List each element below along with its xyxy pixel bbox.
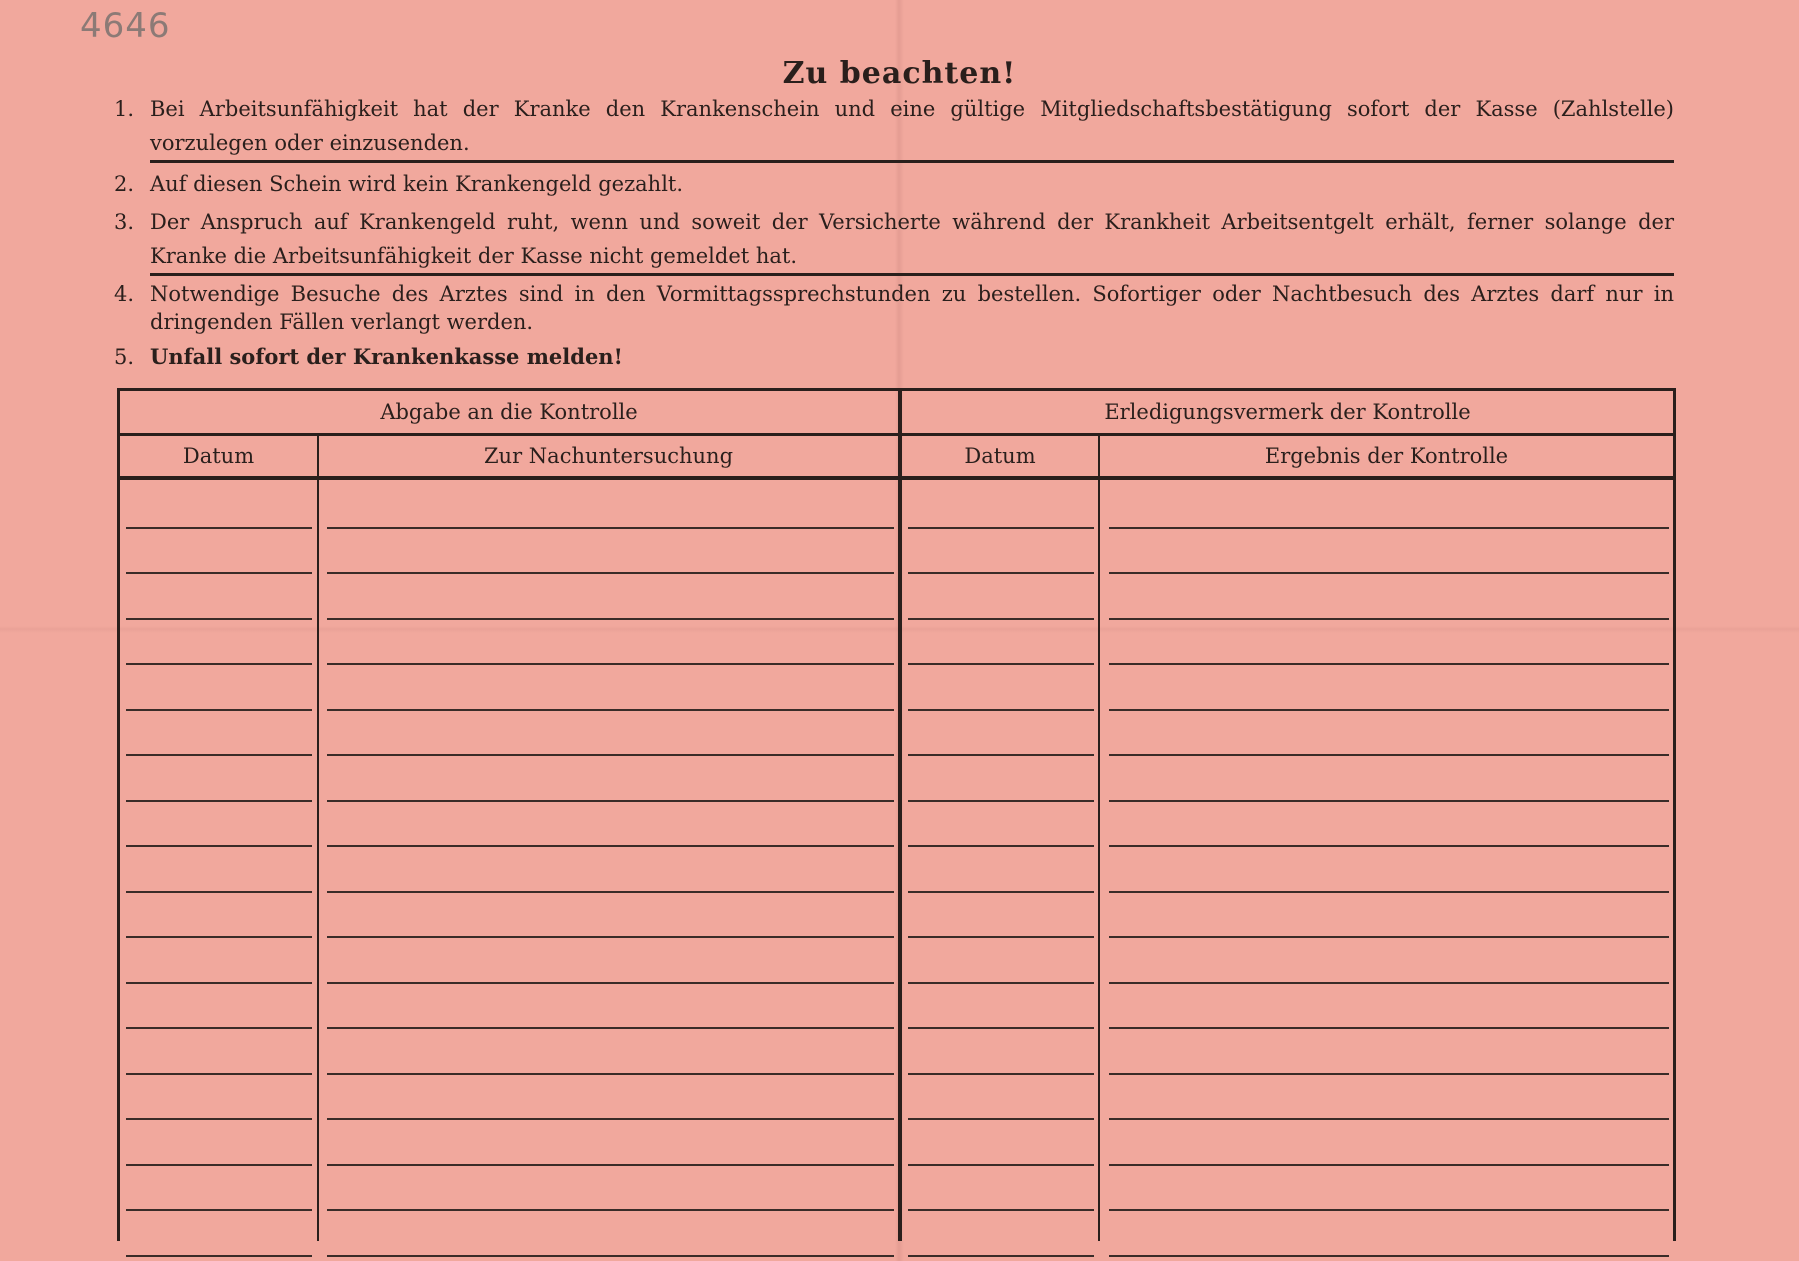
right-group-header: Erledigungsvermerk der Kontrolle — [902, 391, 1673, 436]
left-section — [120, 391, 902, 1241]
left-date-header: Datum — [120, 436, 317, 480]
ruled-line — [908, 709, 1094, 711]
note-text: Bei Arbeitsunfähigkeit hat der Kranke den Krankenschein und eine gültige Mitgliedschaftsbestätigung sofort der Kasse (Zahlstelle) vorzulegen oder einzusenden. — [150, 92, 1674, 163]
ruled-line — [908, 800, 1094, 802]
ruled-line — [126, 982, 312, 984]
ruled-line — [327, 663, 894, 665]
note-text: Notwendige Besuche des Arztes sind in den Vormittagssprechstunden zu bestellen. Sofortiger oder Nachtbesuch des Arztes darf nur in dringenden Fällen verlangt werden. — [150, 282, 1674, 334]
note-2 — [114, 167, 1674, 201]
ruled-line — [126, 572, 312, 574]
right-result-header: Ergebnis der Kontrolle — [1100, 436, 1673, 480]
note-number: 1. — [114, 97, 135, 121]
ruled-line — [1109, 1209, 1669, 1211]
ruled-line — [1109, 845, 1669, 847]
ruled-line — [1109, 663, 1669, 665]
ruled-line — [908, 618, 1094, 620]
right-date-header: Datum — [902, 436, 1098, 480]
ruled-line — [908, 754, 1094, 756]
ruled-line — [126, 891, 312, 893]
ruled-line — [1109, 709, 1669, 711]
ruled-line — [1109, 936, 1669, 938]
ruled-line — [327, 1209, 894, 1211]
ruled-line — [327, 1164, 894, 1166]
note-text: Unfall sofort der Krankenkasse melden! — [150, 344, 623, 369]
left-group-header: Abgabe an die Kontrolle — [120, 391, 898, 436]
ruled-line — [908, 1164, 1094, 1166]
ruled-line — [1109, 1118, 1669, 1120]
note-text: Der Anspruch auf Krankengeld ruht, wenn und soweit der Versicherte während der Krankheit Arbeitsentgelt erhält, ferner solange der Kranke die Arbeitsunfähigkeit der Kasse nicht gemeldet hat. — [150, 205, 1674, 276]
ruled-line — [1109, 1164, 1669, 1166]
ruled-line — [908, 936, 1094, 938]
ruled-line — [126, 663, 312, 665]
note-5 — [114, 340, 1674, 374]
archive-number: 4646 — [80, 6, 171, 46]
ruled-line — [327, 1027, 894, 1029]
ruled-line — [327, 936, 894, 938]
left-rows — [120, 481, 898, 1241]
note-4 — [114, 280, 1674, 336]
ruled-line — [908, 1027, 1094, 1029]
ruled-line — [1109, 1027, 1669, 1029]
ruled-line — [126, 754, 312, 756]
ruled-line — [908, 572, 1094, 574]
ruled-line — [1109, 891, 1669, 893]
ruled-line — [1109, 754, 1669, 756]
ruled-line — [126, 709, 312, 711]
page-title: Zu beachten! — [782, 56, 1017, 91]
ruled-line — [908, 845, 1094, 847]
ruled-line — [1109, 982, 1669, 984]
ruled-line — [126, 1027, 312, 1029]
right-rows — [902, 481, 1673, 1241]
ruled-line — [327, 618, 894, 620]
ruled-line — [327, 1118, 894, 1120]
control-form-table — [117, 388, 1676, 1241]
ruled-line — [126, 845, 312, 847]
note-1 — [114, 92, 1674, 163]
ruled-line — [908, 663, 1094, 665]
ruled-line — [126, 1118, 312, 1120]
ruled-line — [1109, 800, 1669, 802]
note-3 — [114, 205, 1674, 276]
note-number: 5. — [114, 345, 135, 369]
ruled-line — [327, 982, 894, 984]
ruled-line — [126, 1209, 312, 1211]
ruled-line — [126, 527, 312, 529]
ruled-line — [908, 527, 1094, 529]
notes-list — [114, 92, 1674, 378]
note-number: 3. — [114, 210, 135, 234]
ruled-line — [327, 527, 894, 529]
ruled-line — [126, 618, 312, 620]
ruled-line — [1109, 1255, 1669, 1257]
ruled-line — [908, 1255, 1094, 1257]
ruled-line — [908, 1118, 1094, 1120]
ruled-line — [1109, 1073, 1669, 1075]
ruled-line — [327, 1255, 894, 1257]
ruled-line — [327, 709, 894, 711]
ruled-line — [908, 982, 1094, 984]
note-number: 4. — [114, 282, 135, 306]
right-section — [902, 391, 1673, 1241]
ruled-line — [327, 1073, 894, 1075]
ruled-line — [126, 800, 312, 802]
ruled-line — [908, 1209, 1094, 1211]
ruled-line — [327, 754, 894, 756]
ruled-line — [126, 936, 312, 938]
left-followup-header: Zur Nachuntersuchung — [319, 436, 898, 480]
ruled-line — [327, 891, 894, 893]
ruled-line — [1109, 618, 1669, 620]
ruled-line — [327, 845, 894, 847]
ruled-line — [126, 1255, 312, 1257]
ruled-line — [126, 1164, 312, 1166]
note-text: Auf diesen Schein wird kein Krankengeld gezahlt. — [150, 172, 684, 196]
ruled-line — [1109, 572, 1669, 574]
ruled-line — [1109, 527, 1669, 529]
ruled-line — [126, 1073, 312, 1075]
ruled-line — [327, 800, 894, 802]
ruled-line — [908, 891, 1094, 893]
note-number: 2. — [114, 172, 135, 196]
ruled-line — [327, 572, 894, 574]
ruled-line — [908, 1073, 1094, 1075]
